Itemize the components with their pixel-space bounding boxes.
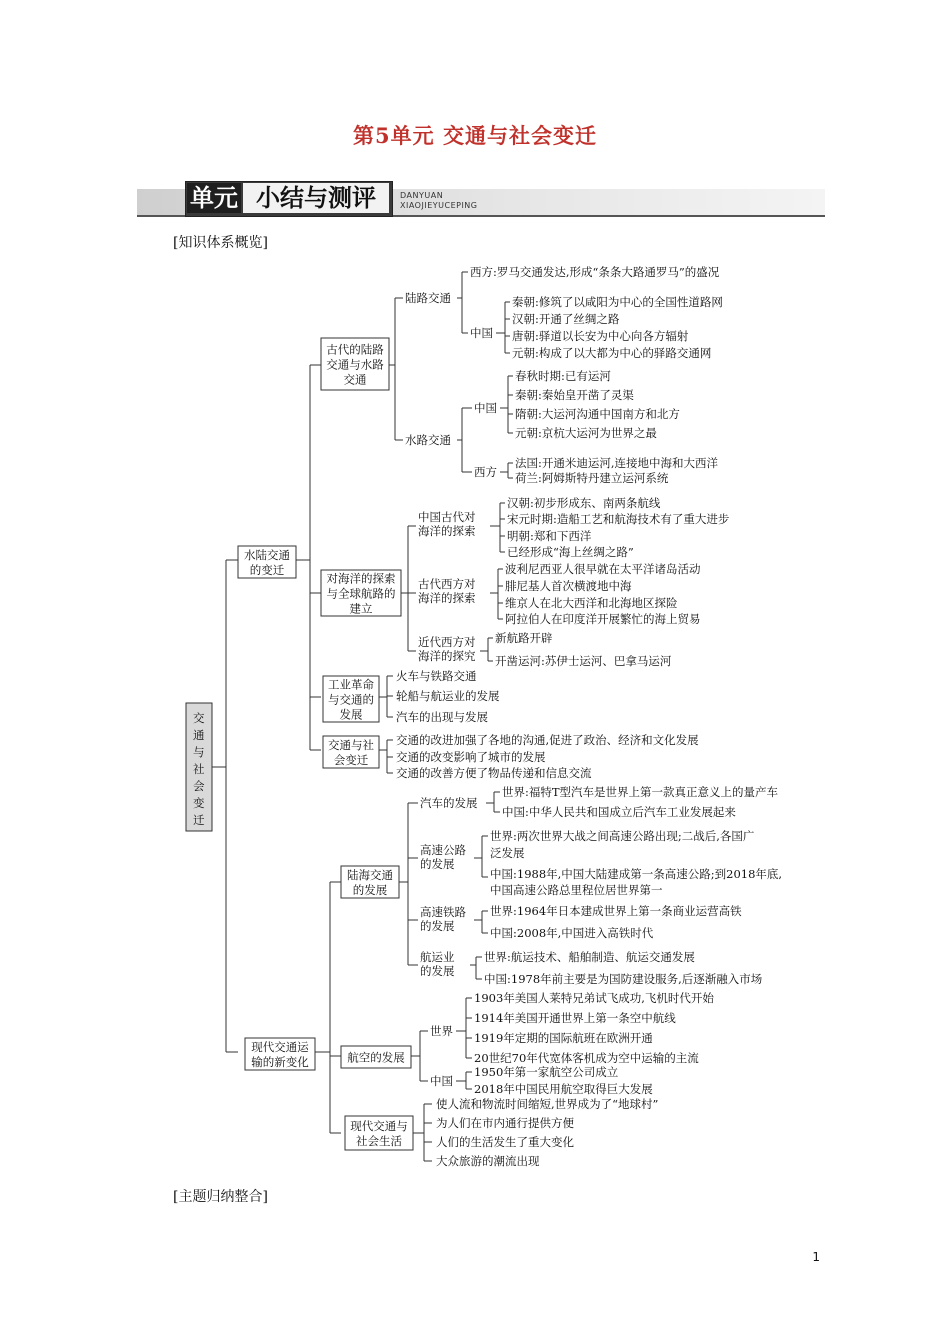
node-air-world: 世界: [430, 1024, 453, 1038]
node-society-label: 交通与社: [328, 738, 374, 752]
banner-label-light: 小结与测评: [243, 183, 389, 213]
life-item: 大众旅游的潮流出现: [436, 1154, 540, 1168]
water-china-item: 元朝:京杭大运河为世界之最: [515, 426, 657, 440]
node-ocean-modern: 近代西方对: [418, 635, 476, 649]
root-node-char: 会: [193, 779, 205, 793]
highway-item: 中国高速公路总里程位居世界第一: [490, 883, 663, 897]
node-ancient-label: 古代的陆路: [326, 342, 384, 357]
node-industrial-label: 与交通的: [328, 692, 374, 707]
land-china-item: 唐朝:驿道以长安为中心向各方辐射: [512, 329, 689, 343]
topic-land-water-label: 的变迁: [249, 563, 285, 577]
page-number: 1: [812, 1250, 820, 1264]
water-west-item: 法国:开通米迪运河,连接地中海和大西洋: [515, 456, 719, 470]
node-industrial-label: 工业革命: [328, 677, 374, 692]
water-west-item: 荷兰:阿姆斯特丹建立运河系统: [515, 471, 669, 485]
topic-land-water-label: 水陆交通: [244, 548, 290, 562]
life-item: 为人们在市内通行提供方便: [436, 1116, 574, 1130]
land-china-item: 元朝:构成了以大都为中心的驿路交通网: [512, 346, 712, 360]
node-life-label: 社会生活: [356, 1134, 402, 1148]
ocean-china-item: 汉朝:初步形成东、南两条航线: [507, 496, 661, 510]
ocean-west-item: 维京人在北大西洋和北海地区探险: [505, 596, 678, 610]
highway-item: 世界:两次世界大战之间高速公路出现;二战后,各国广: [490, 829, 755, 843]
node-land-china: 中国: [470, 326, 493, 340]
ocean-west-item: 阿拉伯人在印度洋开展繁忙的海上贸易: [505, 612, 701, 626]
root-node-char: 交: [193, 711, 205, 725]
highway-item: 泛发展: [490, 846, 525, 860]
node-car: 汽车的发展: [420, 796, 478, 810]
industrial-item: 轮船与航运业的发展: [396, 689, 500, 703]
node-society-label: 会变迁: [333, 753, 369, 767]
node-ocean-label: 建立: [349, 601, 373, 616]
air-world-item: 20世纪70年代宽体客机成为空中运输的主流: [474, 1051, 699, 1065]
node-highway: 高速公路: [420, 843, 466, 857]
car-item: 中国:中华人民共和国成立后汽车工业发展起来: [502, 805, 736, 819]
node-highway: 的发展: [420, 857, 455, 871]
ocean-modern-item: 新航路开辟: [495, 631, 553, 645]
society-item: 交通的改进加强了各地的沟通,促进了政治、经济和文化发展: [396, 733, 699, 747]
section-theme-heading: [主题归纳整合]: [173, 1189, 268, 1205]
water-china-item: 秦朝:秦始皇开凿了灵渠: [515, 388, 634, 402]
air-world-item: 1914年美国开通世界上第一条空中航线: [474, 1011, 676, 1025]
air-china-item: 1950年第一家航空公司成立: [474, 1065, 619, 1079]
land-china-item: 汉朝:开通了丝绸之路: [512, 312, 620, 326]
node-ocean-label: 对海洋的探索: [326, 571, 396, 586]
root-node-char: 迁: [193, 813, 205, 827]
node-ocean-west: 海洋的探索: [418, 591, 476, 605]
node-ship: 航运业: [420, 950, 455, 964]
node-ocean-modern: 海洋的探究: [418, 649, 476, 663]
node-landsea-label: 的发展: [352, 883, 388, 897]
node-life-label: 现代交通与: [350, 1119, 408, 1133]
node-land-west: 西方:罗马交通发达,形成“条条大路通罗马”的盛况: [470, 265, 720, 279]
node-landsea-label: 陆海交通: [347, 868, 393, 882]
banner-pinyin-line-1: DANYUAN: [400, 191, 444, 200]
car-item: 世界:福特T型汽车是世界上第一款真正意义上的量产车: [502, 785, 779, 799]
topic-modern-label: 输的新变化: [251, 1055, 309, 1069]
root-node-char: 社: [193, 762, 205, 776]
industrial-item: 火车与铁路交通: [396, 669, 477, 683]
node-ocean-label: 与全球航路的: [326, 586, 396, 601]
rail-item: 世界:1964年日本建成世界上第一条商业运营高铁: [490, 904, 742, 918]
node-ancient-label: 交通与水路: [326, 357, 384, 372]
topic-modern-label: 现代交通运: [251, 1040, 309, 1054]
society-item: 交通的改变影响了城市的发展: [396, 750, 546, 764]
ocean-modern-item: 开凿运河:苏伊士运河、巴拿马运河: [495, 654, 672, 668]
root-node-char: 与: [193, 745, 205, 759]
ocean-china-item: 明朝:郑和下西洋: [507, 529, 592, 543]
root-node-char: 变: [193, 796, 205, 810]
section-knowledge-heading: [知识体系概览]: [173, 235, 268, 251]
life-item: 人们的生活发生了重大变化: [436, 1135, 574, 1149]
node-rail: 的发展: [420, 919, 455, 933]
highway-item: 中国:1988年,中国大陆建成第一条高速公路;到2018年底,: [490, 867, 783, 881]
ship-item: 中国:1978年前主要是为国防建设服务,后逐渐融入市场: [484, 972, 763, 986]
node-ocean-west: 古代西方对: [418, 577, 476, 591]
banner-label-dark: 单元: [187, 183, 241, 213]
node-air-china: 中国: [430, 1074, 453, 1088]
ocean-china-item: 宋元时期:造船工艺和航海技术有了重大进步: [507, 512, 730, 526]
node-air-label: 航空的发展: [347, 1050, 405, 1065]
air-world-item: 1919年定期的国际航班在欧洲开通: [474, 1031, 653, 1045]
life-item: 使人流和物流时间缩短,世界成为了“地球村”: [436, 1097, 659, 1111]
society-item: 交通的改善方便了物品传递和信息交流: [396, 766, 592, 780]
node-rail: 高速铁路: [420, 905, 466, 919]
node-ancient-label: 交通: [343, 372, 367, 387]
node-water-west: 西方: [474, 465, 497, 479]
ship-item: 世界:航运技术、船舶制造、航运交通发展: [484, 950, 695, 964]
node-water: 水路交通: [405, 433, 451, 447]
node-ocean-china: 中国古代对: [418, 510, 476, 524]
water-china-item: 隋朝:大运河沟通中国南方和北方: [515, 407, 680, 421]
unit-title: 第5单元 交通与社会变迁: [353, 123, 597, 148]
node-ship: 的发展: [420, 964, 455, 978]
water-china-item: 春秋时期:已有运河: [515, 369, 611, 383]
root-node-char: 通: [193, 728, 205, 742]
ocean-china-item: 已经形成“海上丝绸之路”: [507, 545, 634, 559]
ocean-west-item: 腓尼基人首次横渡地中海: [505, 579, 632, 593]
rail-item: 中国:2008年,中国进入高铁时代: [490, 926, 654, 940]
node-water-china: 中国: [474, 401, 497, 415]
land-china-item: 秦朝:修筑了以咸阳为中心的全国性道路网: [512, 295, 723, 309]
banner-pinyin-line-2: XIAOJIEYUCEPING: [400, 201, 478, 210]
air-china-item: 2018年中国民用航空取得巨大发展: [474, 1082, 653, 1096]
air-world-item: 1903年美国人莱特兄弟试飞成功,飞机时代开始: [474, 991, 714, 1005]
ocean-west-item: 波利尼西亚人很早就在太平洋诸岛活动: [505, 562, 701, 576]
industrial-item: 汽车的出现与发展: [396, 710, 488, 724]
node-ocean-china: 海洋的探索: [418, 524, 476, 538]
node-land: 陆路交通: [405, 291, 451, 305]
node-industrial-label: 发展: [339, 707, 363, 722]
